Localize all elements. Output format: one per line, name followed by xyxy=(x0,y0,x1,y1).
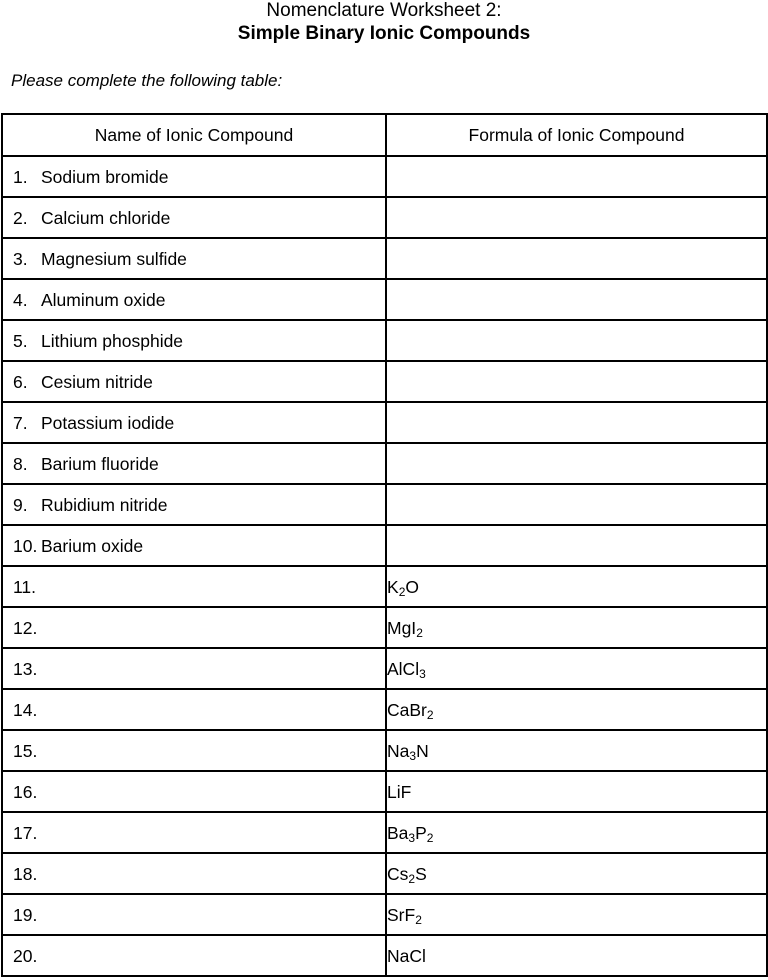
compound-name-cell[interactable] xyxy=(2,320,386,361)
formula-subscript: 3 xyxy=(408,830,416,845)
compound-formula-cell[interactable] xyxy=(386,730,767,771)
row-number: 7. xyxy=(13,412,28,433)
compound-name-cell[interactable] xyxy=(2,935,386,976)
row-number: 16. xyxy=(13,781,38,802)
table-row xyxy=(2,238,767,279)
table-row xyxy=(2,648,767,689)
compound-name-cell[interactable] xyxy=(2,894,386,935)
compound-formula-cell[interactable] xyxy=(386,935,767,976)
compound-name-cell[interactable] xyxy=(2,197,386,238)
formula-symbol: AlCl xyxy=(387,658,420,679)
compound-name: Rubidium nitride xyxy=(41,494,168,515)
compound-formula-cell[interactable] xyxy=(386,894,767,935)
row-number: 19. xyxy=(13,904,38,925)
table-row xyxy=(2,361,767,402)
compound-name: Potassium iodide xyxy=(41,412,175,433)
formula-symbol: S xyxy=(415,863,427,884)
compound-name-cell[interactable] xyxy=(2,812,386,853)
table-row xyxy=(2,525,767,566)
compound-formula-cell[interactable] xyxy=(386,156,767,197)
formula-subscript: 2 xyxy=(416,625,423,640)
table-header-row xyxy=(2,114,767,156)
compound-name-cell[interactable] xyxy=(2,525,386,566)
formula-symbol: Na xyxy=(387,740,410,761)
compound-formula-cell[interactable] xyxy=(386,566,767,607)
worksheet-title: Nomenclature Worksheet 2: xyxy=(266,0,502,21)
row-number: 20. xyxy=(13,945,38,966)
row-number: 15. xyxy=(13,740,38,761)
compound-name-cell[interactable] xyxy=(2,607,386,648)
compound-formula-cell[interactable] xyxy=(386,607,767,648)
compound-name-cell[interactable] xyxy=(2,238,386,279)
column-header-formula: Formula of Ionic Compound xyxy=(386,114,767,156)
compound-name-cell[interactable] xyxy=(2,361,386,402)
formula-symbol: NaCl xyxy=(387,945,426,966)
formula-symbol: P xyxy=(415,822,427,843)
compound-name: Magnesium sulfide xyxy=(41,248,187,269)
compound-name: Barium oxide xyxy=(41,535,144,556)
formula-subscript: 2 xyxy=(426,707,434,722)
instructions-text: Please complete the following table: xyxy=(11,71,283,90)
compound-name: Cesium nitride xyxy=(41,371,153,392)
compound-formula-cell[interactable] xyxy=(386,361,767,402)
row-number: 4. xyxy=(13,289,28,310)
row-number: 1. xyxy=(13,166,28,187)
row-number: 18. xyxy=(13,863,38,884)
table-row xyxy=(2,771,767,812)
table-row xyxy=(2,853,767,894)
formula-symbol: Cs xyxy=(387,863,409,884)
table-row xyxy=(2,607,767,648)
table-row xyxy=(2,156,767,197)
formula-subscript: 3 xyxy=(419,666,426,681)
formula-symbol: CaBr xyxy=(387,699,427,720)
formula-subscript: 2 xyxy=(426,830,434,845)
compound-name-cell[interactable] xyxy=(2,689,386,730)
compound-name-cell[interactable] xyxy=(2,771,386,812)
row-number: 10. xyxy=(13,535,38,556)
table-row xyxy=(2,730,767,771)
row-number: 3. xyxy=(13,248,28,269)
formula-symbol: O xyxy=(405,576,419,597)
formula-subscript: 2 xyxy=(408,871,416,886)
compound-formula-cell[interactable] xyxy=(386,853,767,894)
table-row xyxy=(2,443,767,484)
table-row xyxy=(2,402,767,443)
worksheet-subtitle: Simple Binary Ionic Compounds xyxy=(237,23,531,44)
table-row xyxy=(2,197,767,238)
compound-name-cell[interactable] xyxy=(2,484,386,525)
compound-formula-cell[interactable] xyxy=(386,484,767,525)
compound-name-cell[interactable] xyxy=(2,853,386,894)
formula-symbol: N xyxy=(416,740,429,761)
compound-name-cell[interactable] xyxy=(2,730,386,771)
compound-formula-cell[interactable] xyxy=(386,812,767,853)
formula-symbol: MgI xyxy=(387,617,417,638)
compound-name-cell[interactable] xyxy=(2,566,386,607)
compound-name-cell[interactable] xyxy=(2,156,386,197)
formula-symbol: K xyxy=(387,576,399,597)
compound-formula-cell[interactable] xyxy=(386,771,767,812)
row-number: 12. xyxy=(13,617,38,638)
compound-name: Barium fluoride xyxy=(41,453,159,474)
table-row xyxy=(2,566,767,607)
row-number: 9. xyxy=(13,494,28,515)
compounds-table xyxy=(1,113,768,977)
compound-name-cell[interactable] xyxy=(2,443,386,484)
formula-symbol: LiF xyxy=(387,781,412,802)
row-number: 6. xyxy=(13,371,28,392)
column-header-name: Name of Ionic Compound xyxy=(2,114,386,156)
row-number: 17. xyxy=(13,822,38,843)
table-row xyxy=(2,812,767,853)
row-number: 14. xyxy=(13,699,38,720)
table-row xyxy=(2,320,767,361)
formula-subscript: 2 xyxy=(398,584,406,599)
table-row xyxy=(2,279,767,320)
row-number: 11. xyxy=(13,576,37,597)
compound-formula-cell[interactable] xyxy=(386,402,767,443)
compound-formula-cell[interactable] xyxy=(386,238,767,279)
compound-formula-cell[interactable] xyxy=(386,279,767,320)
compound-name: Calcium chloride xyxy=(41,207,171,228)
compound-formula-cell[interactable] xyxy=(386,525,767,566)
compound-name: Aluminum oxide xyxy=(41,289,166,310)
row-number: 2. xyxy=(13,207,28,228)
table-row xyxy=(2,935,767,976)
row-number: 8. xyxy=(13,453,28,474)
row-number: 13. xyxy=(13,658,38,679)
compound-formula-cell[interactable] xyxy=(386,443,767,484)
formula-subscript: 3 xyxy=(409,748,417,763)
table-row xyxy=(2,689,767,730)
formula-symbol: SrF xyxy=(387,904,416,925)
formula-subscript: 2 xyxy=(415,912,422,927)
compound-formula-cell[interactable] xyxy=(386,197,767,238)
compound-name: Sodium bromide xyxy=(41,166,169,187)
table-row xyxy=(2,894,767,935)
compound-name-cell[interactable] xyxy=(2,279,386,320)
compound-name-cell[interactable] xyxy=(2,648,386,689)
formula-symbol: Ba xyxy=(387,822,409,843)
table-row xyxy=(2,484,767,525)
compound-formula-cell[interactable] xyxy=(386,648,767,689)
table-body xyxy=(2,156,767,976)
row-number: 5. xyxy=(13,330,28,351)
compound-name-cell[interactable] xyxy=(2,402,386,443)
compound-formula-cell[interactable] xyxy=(386,689,767,730)
compound-formula-cell[interactable] xyxy=(386,320,767,361)
compound-name: Lithium phosphide xyxy=(41,330,184,351)
